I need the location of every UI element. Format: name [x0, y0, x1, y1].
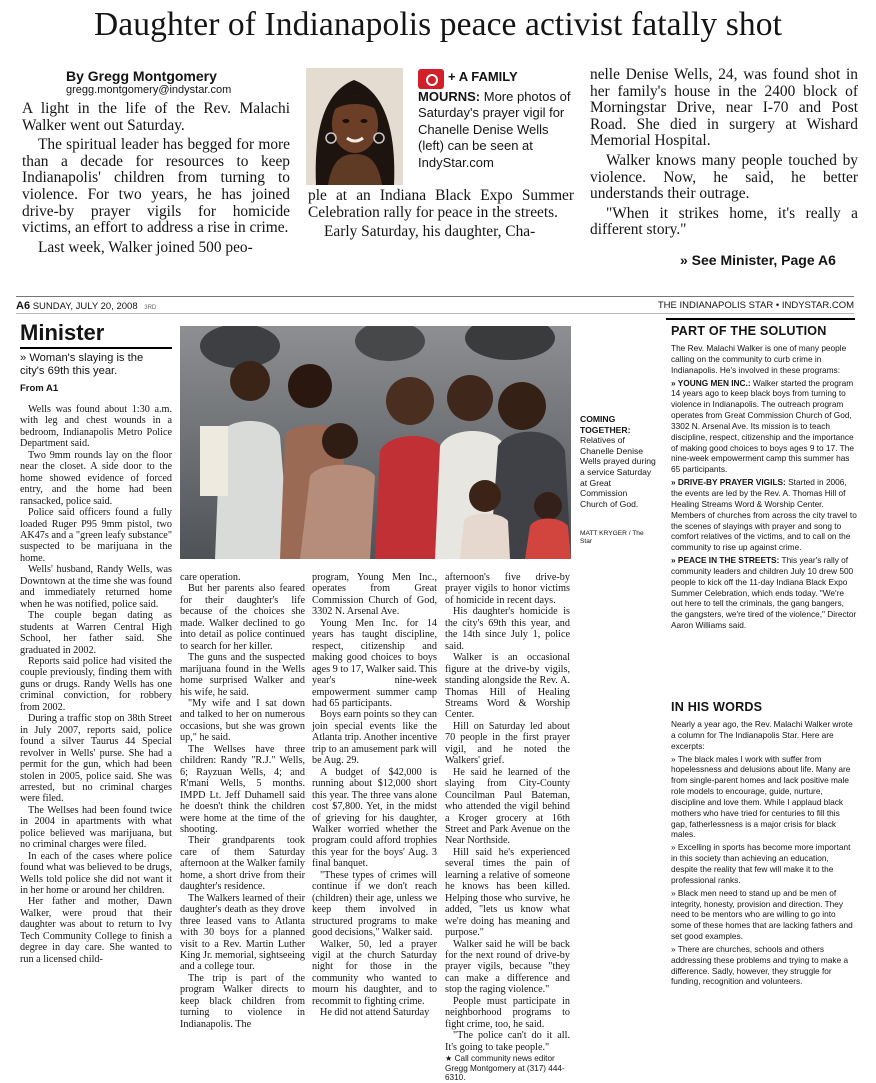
- paragraph: "The police can't do it all. It's going to take people.": [445, 1030, 570, 1053]
- byline-email[interactable]: gregg.montgomery@indystar.com: [66, 84, 232, 96]
- portrait-photo: [306, 68, 403, 185]
- paragraph: Two 9mm rounds lay on the floor near the closet. A side door to the home showed evidence of forced entry, and the home had been ransacked, police said.: [20, 449, 172, 507]
- sidebar-item-text: Started in 2006, the events are led by the Rev. A. Thomas Hill of Healing Streams Word & Worship Center. Members of churches from across the city travel to the scenes of slayings with prayer and song to comfort relatives of the victims, and to call on the community to rise up against crime.: [671, 477, 857, 553]
- edition-code: 3RD: [144, 305, 157, 311]
- sidebar-item-head: » PEACE IN THE STREETS:: [671, 555, 780, 566]
- sidebar-item-head: » YOUNG MEN INC.:: [671, 377, 751, 388]
- contact-note: ★ Call community news editor Gregg Montgomery at (317) 444-6310.: [445, 1054, 565, 1083]
- sidebar-solution-body: [671, 343, 857, 631]
- paragraph: Young Men Inc. for 14 years has taught discipline, respect, citizenship and making good choices to boys ages 9 to 17, Walker said. This year's nine-week empowerment summer camp had 65 participants.: [312, 617, 437, 709]
- sidebar-intro: The Rev. Malachi Walker is one of many people calling on the community to curb crime in Indianapolis. He's involved in these programs:: [671, 343, 847, 375]
- front-column-2: [308, 188, 574, 244]
- story-column-2: [180, 572, 305, 1030]
- caption-text: Relatives of Chanelle Denise Wells prayed during a service Saturday at Great Commission Church of God.: [580, 435, 656, 509]
- excerpt: » Excelling in sports has become more important in this society than achieving an education, despite the reality that few will make it to the professional ranks.: [671, 842, 851, 885]
- paragraph: Hill on Saturday led about 70 people in the first prayer vigil, and he noted the Walkers' grief.: [445, 720, 570, 767]
- headline: Daughter of Indianapolis peace activist fatally shot: [94, 6, 782, 43]
- paragraph: People must participate in neighborhood programs to fight crime, too, he said.: [445, 995, 570, 1030]
- vigil-image: [180, 326, 571, 559]
- front-column-3: [590, 67, 858, 242]
- story-column-4: [445, 572, 570, 1083]
- folio-left: [16, 300, 156, 312]
- sidebar-item-head: » DRIVE-BY PRAYER VIGILS:: [671, 477, 786, 488]
- front-column-1: [22, 101, 290, 259]
- paragraph: Boys earn points so they can join special events like the Atlanta trip. Another incentive trip to an amusement park will be Aug. 29.: [312, 709, 437, 767]
- sidebar-intro: Nearly a year ago, the Rev. Malachi Walker wrote a column for The Indianapolis Star. Here are excerpts:: [671, 719, 853, 751]
- paragraph: A light in the life of the Rev. Malachi Walker went out Saturday.: [22, 100, 290, 134]
- story-column-1: [20, 404, 172, 965]
- paragraph: His daughter's homicide is the city's 69th this year, and the 14th since July 1, police said.: [445, 606, 570, 652]
- photo-credit: MATT KRYGER / The Star: [580, 530, 644, 545]
- divider: [20, 347, 172, 349]
- paragraph: "These types of crimes will continue if we don't reach (children) their age, unless we keep them involved in structured programs to make good decisions," Walker said.: [312, 869, 437, 939]
- sidebar-item: [671, 378, 857, 476]
- paragraph: But her parents also feared for their daughter's life because of the choices she made. Walker declined to go into detail as police continued to search for her killer.: [180, 583, 305, 652]
- paragraph: afternoon's five drive-by prayer vigils to honor victims of homicide in recent days.: [445, 572, 570, 606]
- paragraph: Walker knows many people touched by violence. Now, he said, he better understands their outrage.: [590, 151, 858, 203]
- paragraph: Early Saturday, his daughter, Cha-: [324, 223, 536, 241]
- paragraph: nelle Denise Wells, 24, was found shot in her family's house in the 2400 block of Morningstar Drive, near I-70 and Post Road. She died in surgery at Wishard Memorial Hospital.: [590, 66, 858, 150]
- jump-link[interactable]: » See Minister, Page A6: [680, 252, 836, 268]
- divider: [666, 318, 855, 320]
- story-column-3: [312, 572, 437, 1019]
- paragraph: Wells' husband, Randy Wells, was Downtown at the time she was found and immediately returned home when he was notified, police said.: [20, 564, 172, 610]
- paragraph: Their grandparents took care of them Saturday afternoon at the Walker family home, a short drive from their daughter's residence.: [180, 835, 305, 893]
- paragraph: Wells was found about 1:30 a.m. with leg and chest wounds in a bedroom, Indianapolis Metro Police Department said.: [20, 404, 172, 450]
- paragraph: The trip is part of the program Walker directs to keep black children from turning to violence in Indianapolis. The: [180, 972, 305, 1030]
- divider: [16, 313, 854, 314]
- paragraph: The spiritual leader has begged for more than a decade for resources to keep Indianapolis' children from turning to violence. For two years, he has joined drive-by prayer vigils for homicide victims, an effort to address a rise in crime.: [22, 136, 290, 237]
- paragraph: program, Young Men Inc., operates from Great Commission Church of God, 3302 N. Arsenal Ave.: [312, 572, 437, 618]
- caption-head: COMING TOGETHER:: [580, 414, 631, 435]
- folio-date: SUNDAY, JULY 20, 2008: [32, 301, 138, 312]
- paragraph: During a traffic stop on 38th Street in July 2007, reports said, police found a silver Taurus 44 Special revolver in Wells' purse. She had a permit for the gun, which had been stolen in 2005, police said. She was arrested, but no criminal charges were filed.: [20, 713, 172, 805]
- byline: By Gregg Montgomery: [66, 68, 217, 84]
- paragraph: Her father and mother, Dawn Walker, were proud that their daughter was about to return to Ivy Tech Community College to finish a degree in day care. She wanted to run a licensed child-: [20, 896, 172, 965]
- promo-text: More photos of Saturday's prayer vigil for Chanelle Denise Wells (left) can be seen at IndyStar.com: [418, 89, 571, 170]
- excerpt: » There are churches, schools and others addressing these problems and trying to make a difference. Sadly, however, they struggle for funding, recognition and volunteers.: [671, 943, 849, 987]
- paragraph: ple at an Indiana Black Expo Summer Celebration rally for peace in the streets.: [308, 187, 574, 221]
- sidebar-item: [671, 477, 857, 553]
- sidebar-words-body: [671, 719, 857, 987]
- jump-headline: Minister: [20, 320, 105, 345]
- paragraph: The Wellses have three children: Randy "R.J." Wells, 6; Rayzuan Wells, 4; and R'mani Wells, 5 months. IMPD Lt. Jeff Duhamell said he doesn't think the children were home at the time of the shooting.: [180, 743, 305, 835]
- paragraph: Last week, Walker joined 500 peo-: [38, 238, 253, 256]
- page-number: A6: [16, 300, 31, 312]
- paragraph: He did not attend Saturday: [320, 1007, 430, 1019]
- photo-caption: [580, 414, 656, 509]
- paragraph: care operation.: [180, 572, 241, 583]
- paragraph: The Walkers learned of their daughter's death as they drove three leased vans to Atlanta with 30 boys for a planned visit to a Rev. Martin Luther King Jr. memorial, sightseeing and a college tour.: [180, 892, 305, 973]
- sidebar-item: [671, 555, 857, 631]
- paragraph: The Wellses had been found twice in 2004 in apartments with what police believed was marijuana, but no criminal charges were filed.: [20, 804, 172, 851]
- paragraph: In each of the cases where police found what was believed to be drugs, Wells told police she did not want it in her home or around her children.: [20, 850, 172, 897]
- online-promo[interactable]: [418, 69, 578, 171]
- paragraph: Walker said he will be back for the next round of drive-by prayer vigils, because "they can make a difference and stop the raging violence.": [445, 938, 570, 996]
- paragraph: A budget of $42,000 is running about $12,000 short this year. The three vans alone cost $7,800. Yet, in the midst of grieving for his daughter, Walker worried whether the program could afford trophies this year for the boys' Aug. 3 final banquet.: [312, 766, 437, 870]
- paragraph: "When it strikes home, it's really a different story.": [590, 204, 858, 239]
- jump-deck: » Woman's slaying is the city's 69th this year.: [20, 352, 144, 377]
- divider: [16, 296, 854, 297]
- vigil-photo: [180, 326, 571, 559]
- paragraph: Hill said he's experienced several times the pain of learning a relative of someone he knows has been killed. Helping those who survive, he added, "lets us know what we're doing has meaning and purpose.": [445, 846, 570, 939]
- sidebar-item-text: Walker started the program 14 years ago to keep black boys from turning to violence in Indianapolis. The outreach program operates from Great Commission Church of God, 3302 N. Arsenal Ave. Its mission is to teach discipline, respect, citizenship and the importance of making good choices to boys ages 9 to 17. The nine-week empowerment camp this summer has 65 participants.: [671, 377, 854, 475]
- paragraph: The couple began dating as students at Warren Central High School, her father said. She graduated in 2002.: [20, 610, 172, 656]
- paragraph: He said he learned of the slaying from City-County Councilman Paul Bateman, who attended the vigil behind a Kroger grocery at 16th Street and Park Avenue on the Near Northside.: [445, 766, 570, 847]
- sidebar-title-words: IN HIS WORDS: [671, 700, 763, 714]
- camera-icon: [418, 69, 444, 89]
- portrait-image: [306, 68, 403, 185]
- from-label: From A1: [20, 383, 59, 394]
- folio-paper: THE INDIANAPOLIS STAR • INDYSTAR.COM: [657, 300, 854, 311]
- paragraph: The guns and the suspected marijuana found in the Wells home surprised Walker and his wife, he said.: [180, 652, 305, 698]
- sidebar-title-solution: PART OF THE SOLUTION: [671, 324, 827, 338]
- promo-head: + A FAMILY MOURNS:: [418, 69, 518, 104]
- excerpt: » Black men need to stand up and be men of integrity, honesty, provision and direction. They need to be mentors who are willing to go into some of these homes that are lacking fathers and set good examples.: [671, 887, 853, 942]
- excerpt: » The black males I work with suffer from hopelessness and delusions about life. Many are from single-parent homes and lack positive male role models to encourage, guide, nurture, discipline and love them. While I applaud black mothers who have tried for centuries to fill this gap, fatherlessness is a major crisis for black males.: [671, 753, 851, 840]
- sidebar-item-text: This year's rally of community leaders and children July 10 drew 500 people to kick off the 11-day Indiana Black Expo Summer Celebration, which ends today. "We're out here to tell the criminals, the gang bangers, the gangsters, we're tired of the violence," Director Aaron Williams said.: [671, 555, 857, 631]
- paragraph: Reports said police had visited the couple previously, finding them with guns or drugs. Randy Wells has one criminal conviction, for robbery from 2002.: [20, 655, 172, 713]
- paragraph: Police said officers found a fully loaded Ruger P95 9mm pistol, two AK47s and a "green leafy substance" suspected to be marijuana in the home.: [20, 507, 172, 564]
- paragraph: Walker, 50, led a prayer vigil at the church Saturday night for those in the community who wanted to mourn his daughter, and to recommit to fighting crime.: [312, 938, 437, 1007]
- paragraph: "My wife and I sat down and talked to her on numerous occasions, but she was grown up," he said.: [180, 697, 305, 744]
- paragraph: Walker is an occasional figure at the drive-by vigils, standing alongside the Rev. A. Thomas Hill of Healing Streams Word & Worship Center.: [445, 652, 570, 721]
